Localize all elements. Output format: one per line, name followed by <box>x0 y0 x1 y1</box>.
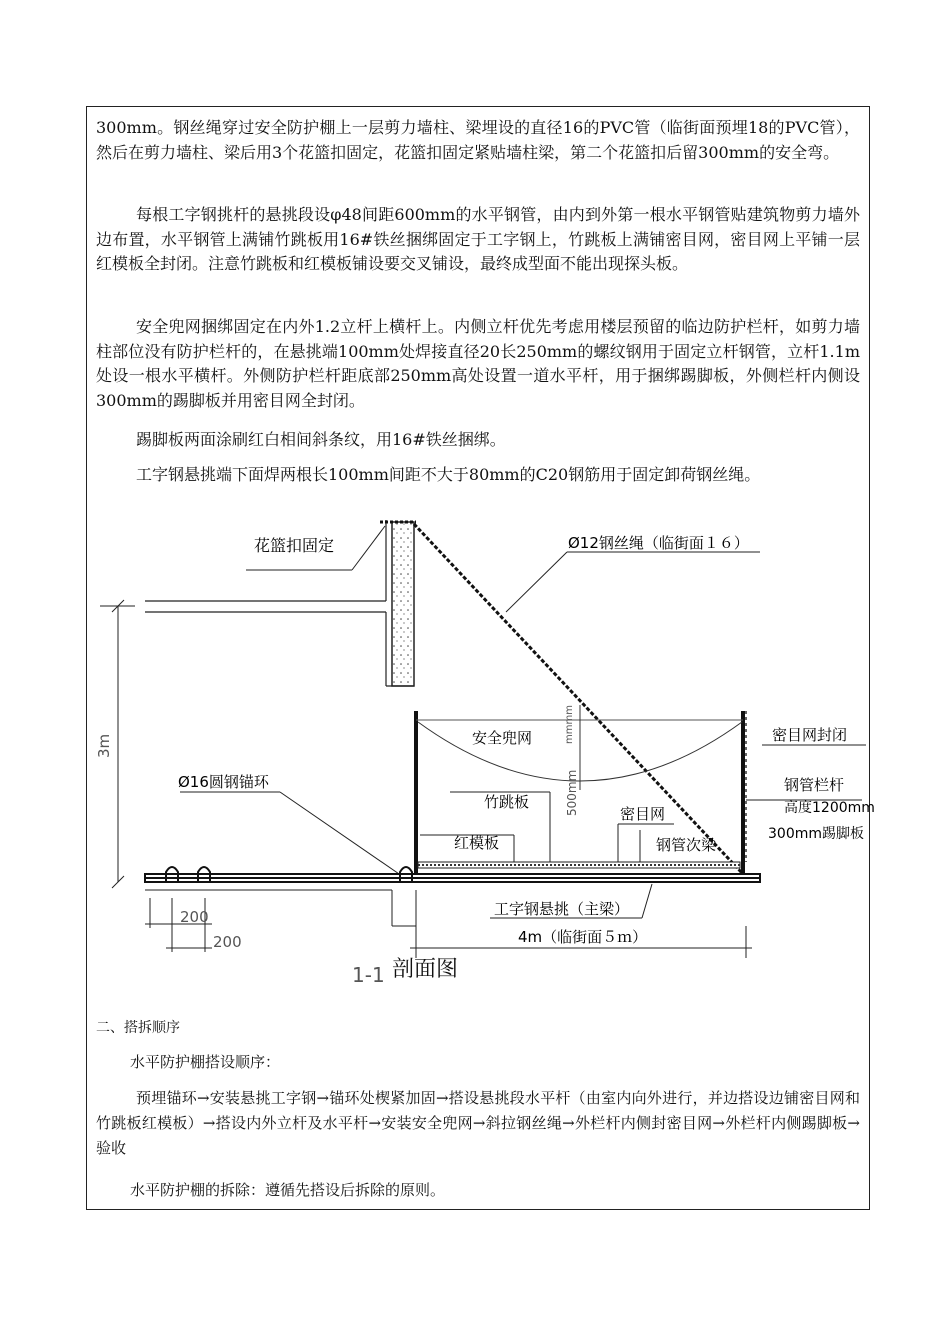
label-height: 高度1200mm <box>784 800 875 816</box>
label-section-title: 剖面图 <box>392 957 459 982</box>
i-beam <box>145 874 760 882</box>
section-heading: 二、搭拆顺序 <box>96 1020 180 1036</box>
label-500mm: 500mm <box>565 769 579 816</box>
label-secondary-beam: 钢管次梁 <box>656 836 717 854</box>
paragraph-safety-net: 安全兜网捆绑固定在内外1.2立杆上横杆上。内侧立杆优先考虑用楼层预留的临边防护栏杆，如剪力墙柱部位没有防护栏杆的，在悬挑端100mm处焊接直径20长250mm的螺纹钢用于固定立杆钢管，立杆1.1m处设一根水平横杆。外侧防护栏杆距底部250mm高处设置一道水平杆，用于捆绑踢脚板，外侧栏杆内侧设300mm的踢脚板并用密目网全封闭。 <box>96 317 860 410</box>
label-4m: 4m（临街面５ｍ） <box>518 928 648 946</box>
build-sequence-text: 预埋锚环→安装悬挑工字钢→锚环处楔紧加固→搭设悬挑段水平杆（由室内向外进行，并边搭设边铺密目网和竹跳板红模板）→搭设内外立杆及水平杆→安装安全兜网→斜拉钢丝绳→外栏杆内侧封密目网→外栏杆内侧踢脚板→验收 <box>96 1089 860 1157</box>
wire-rope <box>414 524 742 873</box>
right-labels <box>746 726 875 842</box>
label-toeboard: 300mm踢脚板 <box>768 826 864 842</box>
label-red-formwork: 红模板 <box>454 834 500 852</box>
label-safety-net: 安全兜网 <box>472 729 533 747</box>
paragraph-c20-bars: 工字钢悬挑端下面焊两根长100mm间距不大于80mm的C20钢筋用于固定卸荷钢丝绳。 <box>136 465 761 484</box>
label-dense-net-seal: 密目网封闭 <box>772 726 848 744</box>
paragraph-toeboard: 踢脚板两面涂刷红白相间斜条纹，用16#铁丝捆绑。 <box>136 430 506 449</box>
i-beam-callout <box>490 884 652 918</box>
label-bamboo-board: 竹跳板 <box>484 793 530 811</box>
dimension-4m <box>410 926 752 958</box>
anchor-ring-callout <box>178 773 402 876</box>
label-railing: 钢管栏杆 <box>784 776 845 794</box>
build-sequence-title: 水平防护棚搭设顺序： <box>130 1053 281 1071</box>
label-turnbuckle: 花篮扣固定 <box>254 536 335 555</box>
label-200a: 200 <box>180 908 209 926</box>
wire-rope-callout <box>506 534 760 612</box>
deck <box>418 862 740 868</box>
turnbuckle-callout <box>246 526 385 570</box>
dimension-200 <box>145 898 242 952</box>
paragraph-horizontal-pipe: 每根工字钢挑杆的悬挑段设φ48间距600mm的水平钢管，由内到外第一根水平钢管贴建筑物剪力墙外边布置，水平钢管上满铺竹跳板用16#铁丝捆绑固定于工字钢上，竹跳板上满铺密目网，密目网上平铺一层红模板全封闭。注意竹跳板和红模板铺设要交叉铺设，最终成型面不能出现探头板。 <box>96 205 860 273</box>
dimension-500mm <box>564 705 580 816</box>
label-3m: 3m <box>95 733 113 758</box>
label-section-id: 1-1 <box>352 963 385 987</box>
label-anchor-ring: Ø16圆钢锚环 <box>178 773 269 791</box>
label-dense-net: 密目网 <box>620 805 666 823</box>
label-200b: 200 <box>213 933 242 951</box>
dimension-3m <box>95 600 135 888</box>
section-drawing <box>0 500 950 1000</box>
svg-text:mmmm: mmmm <box>564 705 575 744</box>
paragraph-wire-rope: 300mm。钢丝绳穿过安全防护棚上一层剪力墙柱、梁埋设的直径16的PVC管（临街面预埋18的PVC管），然后在剪力墙柱、梁后用3个花篮扣固定，花篮扣固定紧贴墙柱梁，第二个花篮扣后留300mm的安全弯。 <box>96 118 860 162</box>
label-i-beam: 工字钢悬挑（主梁） <box>494 900 630 918</box>
dismantle-rule: 水平防护棚的拆除：遵循先搭设后拆除的原则。 <box>130 1181 446 1199</box>
label-wire-rope: Ø12钢丝绳（临街面１６） <box>568 534 749 552</box>
